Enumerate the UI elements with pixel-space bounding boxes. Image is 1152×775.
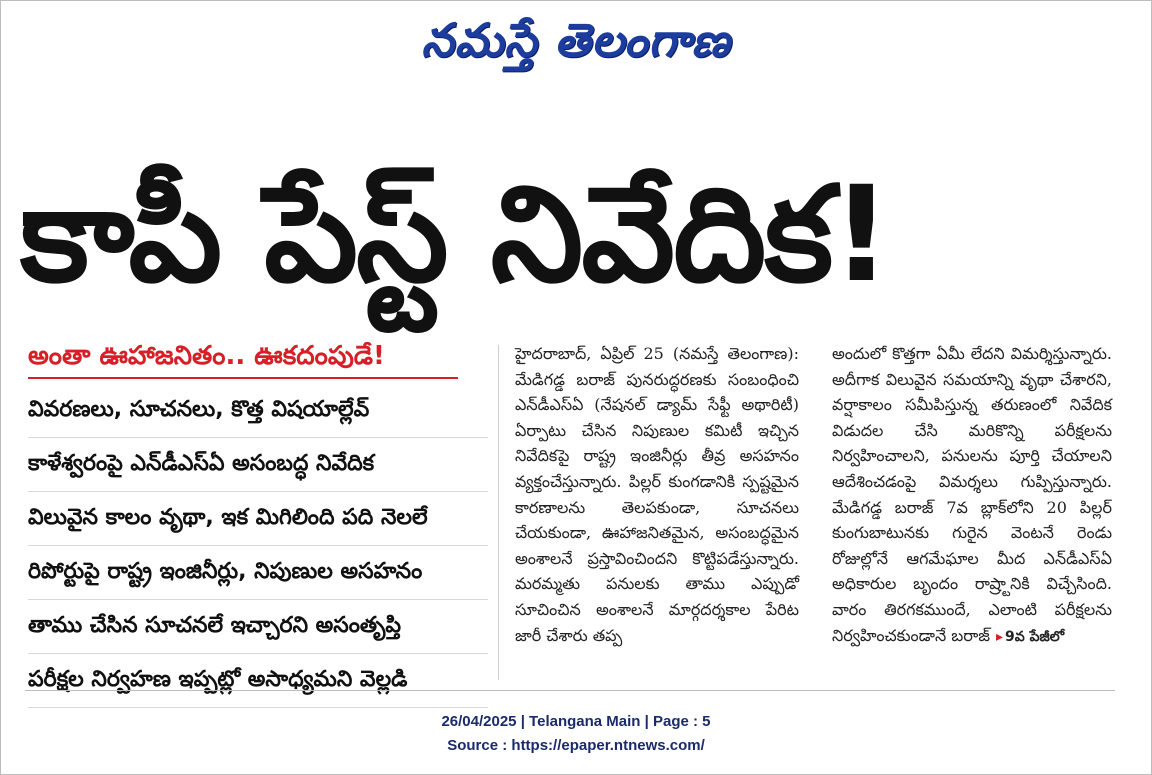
article-column-2 [832, 341, 1112, 650]
highlight-item: రిపోర్టుపై రాష్ట్ర ఇంజినీర్లు, నిపుణుల అసహనం [28, 546, 488, 600]
footer-info: 26/04/2025 | Telangana Main | Page : 5 [441, 713, 711, 730]
headline: కాపీ పేస్ట్ నివేదిక! [20, 158, 890, 312]
continued-link[interactable]: ▸ 9వ పేజీలో [996, 628, 1065, 645]
footer-divider [25, 690, 1115, 691]
highlight-item: పరీక్షల నిర్వహణ ఇప్పట్లో అసాధ్యమని వెల్లడి [28, 654, 488, 708]
footer-source-link[interactable]: Source : https://epaper.ntnews.com/ [447, 737, 705, 754]
kicker-underline [28, 377, 458, 379]
article-text: అందులో కొత్తగా ఏమీ లేదని విమర్శిస్తున్నారు. అదీగాక విలువైన సమయాన్ని వృథా చేశారని, వర్షాకాలం సమీపిస్తున్న తరుణంలో నివేదిక విడుదల చేసి మరికొన్ని పరీక్షలను నిర్వహించాలని, పనులను పూర్తి చేయాలని ఆదేశించడంపై విమర్శలు గుప్పిస్తున్నారు. మేడిగడ్డ బరాజ్ 7వ బ్లాక్‌లోని 20 పిల్లర్ కుంగుబాటునకు గురైన వెంటనే రెండు రోజుల్లోనే ఆగమేఘాల మీద ఎన్‌డీఎస్‌ఏ అధికారుల బృందం రాష్ర్టానికి విచ్చేసింది. వారం తిరగకముందే, ఎలాంటి పరీక్షలను నిర్వహించకుండానే బరాజ్ ▸ 9వ పేజీలో [832, 341, 1112, 650]
highlight-item: వివరణలు, సూచనలు, కొత్త విషయాల్లేవ్ [28, 384, 488, 438]
arrow-icon: ▸ [996, 628, 1004, 645]
highlight-item: కాళేశ్వరంపై ఎన్‌డీఎస్‌ఏ అసంబద్ధ నివేదిక [28, 438, 488, 492]
highlight-item: తాము చేసిన సూచనలే ఇచ్చారని అసంతృప్తి [28, 600, 488, 654]
column-divider [498, 345, 499, 680]
masthead-logo: నమస్తే తెలంగాణ [421, 13, 731, 67]
article-text: హైదరాబాద్, ఏప్రిల్ 25 (నమస్తే తెలంగాణ): మేడిగడ్డ బరాజ్ పునరుద్ధరణకు సంబంధించి ఎన్‌డీఎస్‌ఏ (నేషనల్ డ్యామ్ సేఫ్టీ అథారిటీ) ఏర్పాటు చేసిన నిపుణుల కమిటీ ఇచ్చిన నివేదికపై రాష్ట్ర ఇంజినీర్లు తీవ్ర అసహనం వ్యక్తంచేస్తున్నారు. పిల్లర్ కుంగడానికి స్పష్టమైన కారణాలను తెలపకుండా, సూచనలు చేయకుండా, ఊహాజనితమైన, అసంబద్ధమైన అంశాలనే ప్రస్తావించిందని కొట్టిపడేస్తున్నారు. మరమ్మతు పనులకు తాము ఎప్పుడో సూచించిన అంశాలనే మార్గదర్శకాల పేరిట జారీ చేశారు తప్ప [515, 344, 799, 645]
article-column-1 [515, 341, 799, 648]
highlight-item: విలువైన కాలం వృథా, ఇక మిగిలింది పది నెలలే [28, 492, 488, 546]
highlights-list [28, 384, 488, 708]
kicker: అంతా ఊహాజనితం.. ఊకదంపుడే! [28, 341, 385, 371]
